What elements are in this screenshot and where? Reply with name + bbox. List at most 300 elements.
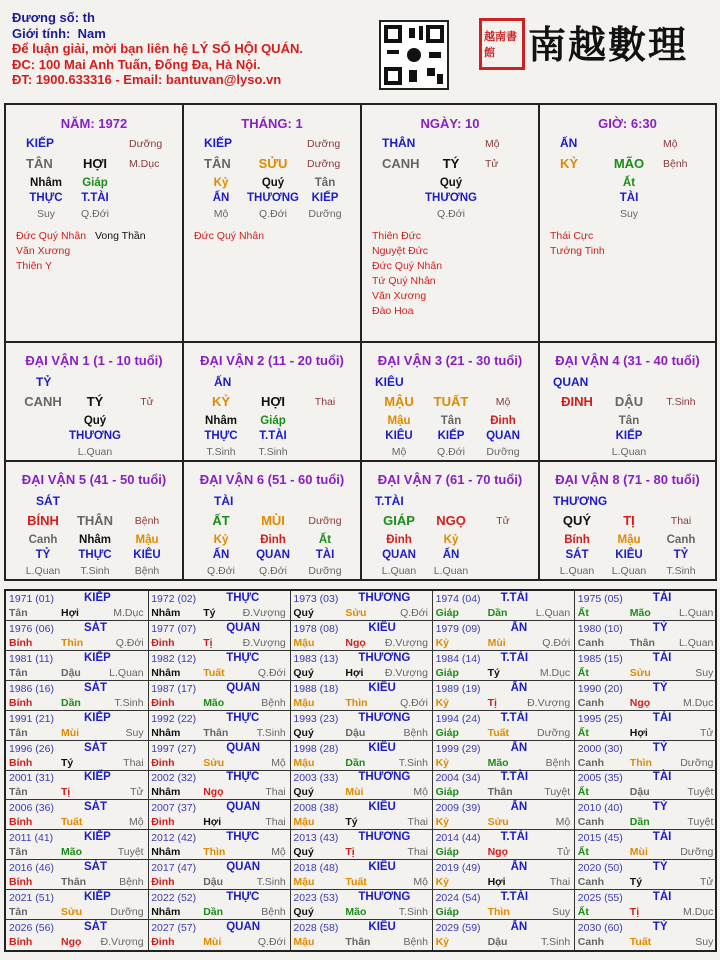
main-star: THƯƠNG: [553, 494, 608, 508]
year-label: 2028 (58): [293, 921, 339, 934]
year-label: 1972 (02): [151, 593, 197, 605]
year-stem: Nhâm: [151, 906, 181, 918]
year-branch: Tị: [487, 696, 497, 709]
year-branch: Mão: [629, 607, 651, 619]
year-cell: [290, 711, 433, 741]
hidden-stem: Nhâm: [205, 415, 237, 427]
contact-line-2: ĐC: 100 Mai Anh Tuấn, Đống Đa, Hà Nội.: [12, 56, 261, 72]
year-cell: [6, 860, 149, 890]
year-label: 1976 (06): [9, 622, 54, 635]
year-stem: Tân: [9, 906, 28, 918]
shen-sha: Thiên Y: [16, 260, 52, 272]
year-cell: [6, 681, 149, 711]
year-cell: [433, 681, 576, 711]
year-label: 1992 (22): [151, 712, 197, 725]
year-cell: [148, 830, 291, 860]
hidden-stem: Quý: [83, 415, 107, 427]
pillar-1: [6, 105, 184, 343]
year-cell: [290, 681, 433, 711]
year-branch: Mùi: [203, 935, 222, 948]
year-stage: Tuyệt: [687, 816, 714, 829]
year-stage: Đ.Vượng: [242, 636, 286, 649]
contact-line-3: ĐT: 1900.633316 - Email: bantuvan@lyso.vn: [12, 72, 282, 87]
year-label: 1997 (27): [151, 742, 197, 755]
life-stage: T.Sinh: [666, 396, 696, 408]
year-branch: Tị: [61, 786, 71, 799]
year-cell: [148, 681, 291, 711]
heavenly-stem: KỶ: [211, 394, 231, 409]
year-label: 2006 (36): [9, 802, 54, 815]
year-stage: Đ.Vượng: [242, 607, 286, 619]
heavenly-stem: TÂN: [204, 156, 231, 171]
year-branch: Thân: [487, 786, 513, 799]
year-star: QUAN: [226, 801, 261, 814]
year-cell: [6, 890, 149, 920]
year-stem: Nhâm: [151, 786, 181, 799]
year-star: THỰC: [226, 651, 260, 664]
year-cell: [433, 711, 576, 741]
year-cell: [433, 770, 576, 800]
year-branch: Mão: [203, 696, 225, 709]
shen-sha: Nguyệt Đức: [372, 245, 429, 257]
year-stage: Thai: [123, 756, 144, 769]
year-stem: Tân: [9, 726, 28, 739]
year-cell: [575, 830, 718, 860]
year-branch: Tị: [629, 906, 640, 918]
year-stage: Thai: [265, 816, 286, 829]
hidden-stem: Quý: [439, 177, 463, 189]
hidden-stage: Suy: [36, 208, 56, 220]
year-stem: Giáp: [435, 607, 459, 619]
year-star: T.TÀI: [500, 831, 529, 844]
year-label: 2004 (34): [435, 772, 481, 785]
year-star: THƯƠNG: [358, 651, 411, 664]
year-label: 1983 (13): [293, 652, 339, 665]
year-branch: Thìn: [61, 636, 84, 649]
year-star: THỰC: [226, 711, 260, 724]
hidden-stem: Bính: [564, 534, 590, 546]
year-cell: [148, 800, 291, 830]
year-label: 1987 (17): [151, 682, 197, 695]
year-stage: T.Sinh: [256, 726, 286, 739]
heavenly-stem: BÍNH: [27, 513, 59, 528]
year-branch: Tị: [345, 846, 355, 859]
year-stem: Quý: [293, 666, 314, 679]
year-label: 2023 (53): [293, 892, 339, 904]
hidden-stem: Canh: [28, 534, 58, 546]
year-stem: Bính: [9, 696, 33, 709]
year-label: 2013 (43): [293, 832, 339, 845]
hidden-stage: Q.Đới: [437, 208, 465, 220]
year-stem: Tân: [9, 786, 28, 799]
year-cell: [148, 770, 291, 800]
life-stage: Thai: [670, 515, 692, 527]
hidden-stage: T.Sinh: [258, 446, 288, 458]
hidden-star: KIÊU: [133, 549, 161, 561]
year-branch: Tuất: [203, 666, 225, 679]
heavenly-stem: ẤT: [212, 513, 230, 528]
hidden-stage: L.Quan: [433, 565, 469, 577]
year-star: KIẾP: [84, 831, 111, 844]
year-stage: Tử: [699, 876, 714, 889]
year-stem: Nhâm: [151, 846, 181, 859]
life-stage: Tử: [496, 515, 510, 527]
year-stem: Kỷ: [435, 876, 450, 889]
year-stem: Canh: [577, 636, 605, 649]
year-branch: Dần: [61, 696, 81, 709]
shen-sha: Đức Quý Nhân: [194, 230, 265, 242]
year-stem: Quý: [293, 906, 314, 918]
year-cell: [575, 890, 718, 920]
year-stem: Bính: [9, 935, 33, 948]
year-cell: [148, 711, 291, 741]
year-stage: Bệnh: [545, 756, 571, 769]
hidden-stage: Q.Đới: [259, 565, 287, 577]
year-cell: [6, 770, 149, 800]
year-branch: Dậu: [61, 666, 81, 679]
year-star: TỶ: [652, 920, 668, 933]
year-label: 1980 (10): [577, 622, 623, 635]
year-stage: T.Sinh: [398, 756, 428, 769]
hidden-star: KIẾP: [437, 430, 465, 442]
year-label: 2005 (35): [577, 772, 623, 785]
branch-stage: Bệnh: [663, 158, 688, 170]
earthly-branch: TÝ: [86, 394, 104, 409]
main-star: SÁT: [36, 494, 60, 508]
dai-van-title: ĐẠI VẬN 8 (71 - 80 tuổi): [555, 472, 700, 487]
hidden-stage: L.Quan: [381, 565, 417, 577]
year-stage: Tử: [130, 786, 144, 799]
dai-van-7: [362, 462, 540, 581]
life-stage: Dưỡng: [308, 515, 342, 527]
hidden-star: QUAN: [256, 549, 290, 561]
year-branch: Hợi: [487, 876, 506, 889]
year-label: 1995 (25): [577, 712, 623, 725]
year-star: TỶ: [652, 741, 668, 754]
year-cell: [433, 651, 576, 681]
year-cell: [148, 591, 291, 621]
year-label: 1982 (12): [151, 652, 197, 665]
branch-stage: M.Dục: [129, 158, 160, 170]
year-stem: Ất: [577, 666, 589, 679]
year-stem: Nhâm: [151, 666, 181, 679]
year-branch: Mùi: [629, 846, 648, 859]
year-stage: Q.Đới: [257, 935, 286, 948]
hidden-stage: L.Quan: [611, 446, 647, 458]
hidden-stage: T.Sinh: [206, 446, 236, 458]
hidden-stage: Q.Đới: [207, 565, 235, 577]
year-cell: [290, 860, 433, 890]
year-label: 2014 (44): [435, 832, 481, 845]
year-stage: Suy: [125, 726, 144, 739]
year-branch: Mão: [345, 906, 367, 918]
hidden-stem: Đinh: [386, 534, 412, 546]
year-stem: Ất: [577, 607, 589, 619]
year-cell: [290, 741, 433, 771]
year-cell: [433, 830, 576, 860]
year-branch: Sửu: [61, 906, 83, 918]
year-label: 2003 (33): [293, 772, 339, 785]
year-cell: [6, 621, 149, 651]
year-stem: Ất: [577, 906, 589, 918]
branch-stage: Dưỡng: [307, 158, 341, 170]
year-stage: Thai: [549, 876, 571, 889]
life-stage: Mộ: [495, 396, 511, 408]
main-star: QUAN: [553, 375, 589, 389]
year-star: THƯƠNG: [358, 592, 411, 604]
year-stage: Q.Đới: [257, 666, 286, 679]
hidden-star: TÀI: [619, 192, 639, 204]
year-branch: Dậu: [345, 726, 366, 739]
year-cell: [290, 591, 433, 621]
year-star: QUAN: [226, 861, 261, 874]
year-star: TỶ: [652, 681, 668, 694]
year-stem: Mậu: [293, 696, 315, 709]
year-stage: Bệnh: [261, 906, 286, 918]
year-stage: Đ.Vượng: [384, 636, 428, 649]
year-stem: Canh: [577, 935, 605, 948]
hidden-star: ẤN: [442, 549, 460, 561]
year-star: THƯƠNG: [358, 891, 411, 903]
year-star: ẤN: [510, 801, 528, 814]
year-stem: Bính: [9, 756, 33, 769]
hidden-star: THỰC: [204, 430, 238, 442]
year-cell: [148, 920, 291, 950]
year-branch: Tý: [487, 666, 500, 679]
hidden-stem: Tân: [440, 415, 462, 427]
year-star: KIẾP: [84, 891, 111, 903]
earthly-branch: SỬU: [258, 156, 288, 171]
hidden-star: T.TÀI: [259, 430, 287, 442]
year-stage: Đ.Vượng: [527, 696, 571, 709]
year-star: ẤN: [510, 681, 528, 694]
year-stage: T.Sinh: [114, 696, 144, 709]
year-branch: Thân: [203, 726, 229, 739]
year-cell: [575, 860, 718, 890]
year-label: 1988 (18): [293, 682, 339, 695]
hidden-stem: Mậu: [617, 534, 641, 546]
hidden-star: ẤN: [212, 549, 230, 561]
year-label: 1996 (26): [9, 742, 54, 755]
hidden-stage: Bệnh: [134, 565, 160, 577]
hidden-stage: L.Quan: [559, 565, 595, 577]
year-stage: Suy: [695, 666, 714, 679]
year-stem: Kỷ: [435, 935, 450, 948]
year-stem: Đinh: [151, 756, 175, 769]
year-star: TỶ: [652, 861, 668, 874]
dai-van-title: ĐẠI VẬN 5 (41 - 50 tuổi): [21, 472, 167, 487]
year-stem: Mậu: [293, 935, 315, 948]
year-label: 1973 (03): [293, 593, 339, 605]
year-label: 1985 (15): [577, 652, 623, 665]
year-label: 2010 (40): [577, 802, 623, 815]
hidden-star: TỶ: [35, 549, 51, 561]
year-stage: Bệnh: [261, 696, 286, 709]
year-stem: Đinh: [151, 816, 175, 829]
year-stage: M.Dục: [113, 607, 144, 619]
year-stem: Tân: [9, 666, 28, 679]
hidden-star: KIÊU: [385, 430, 413, 442]
year-branch: Ngọ: [487, 846, 509, 859]
year-stage: Mộ: [271, 756, 286, 769]
duong-so: Đương số: th: [12, 10, 95, 25]
year-stem: Tân: [9, 846, 28, 859]
shen-sha: Thái Cực: [550, 230, 594, 242]
year-star: TÀI: [652, 891, 672, 903]
main-star: ẤN: [560, 136, 578, 150]
year-label: 2015 (45): [577, 832, 623, 845]
year-cell: [6, 591, 149, 621]
year-branch: Dần: [345, 756, 366, 769]
dai-van-6: [184, 462, 362, 581]
year-stage: Q.Đới: [400, 696, 428, 709]
life-stage: Dưỡng: [307, 138, 341, 150]
year-branch: Ngọ: [629, 696, 651, 709]
shen-sha: Tứ Quý Nhân: [372, 275, 436, 287]
year-label: 1998 (28): [293, 742, 339, 755]
dai-van-title: ĐẠI VẬN 3 (21 - 30 tuổi): [377, 353, 523, 368]
year-stage: L.Quan: [678, 636, 714, 649]
header: [12, 10, 303, 88]
year-cell: [575, 711, 718, 741]
year-cell: [433, 621, 576, 651]
year-cell: [290, 890, 433, 920]
year-stem: Kỷ: [435, 696, 450, 709]
year-stem: Giáp: [435, 786, 459, 799]
pillar-4: [540, 105, 715, 343]
year-branch: Tuất: [629, 935, 652, 948]
year-star: KIÊU: [368, 801, 396, 814]
qr-code-icon: [379, 20, 449, 90]
hidden-star: TỶ: [673, 549, 689, 561]
year-cell: [433, 741, 576, 771]
year-label: 1990 (20): [577, 682, 623, 695]
year-label: 1994 (24): [435, 712, 481, 725]
dai-van-4: [540, 343, 715, 462]
hidden-stem: Tân: [314, 177, 336, 189]
year-cell: [6, 920, 149, 950]
year-cell: [290, 830, 433, 860]
hidden-stage: T.Sinh: [80, 565, 110, 577]
year-stem: Kỷ: [435, 636, 450, 649]
year-stage: M.Dục: [539, 666, 571, 679]
year-stage: L.Quan: [535, 607, 571, 619]
year-label: 2002 (32): [151, 772, 197, 785]
pillars-table: [4, 103, 717, 581]
hidden-stem: Kỷ: [213, 177, 229, 189]
year-cell: [6, 711, 149, 741]
year-label: 1975 (05): [577, 593, 623, 605]
earthly-branch: NGỌ: [436, 513, 466, 528]
year-stem: Đinh: [151, 876, 175, 889]
dai-van-2: [184, 343, 362, 462]
year-label: 2011 (41): [9, 832, 54, 845]
hidden-stem: Nhâm: [30, 177, 62, 189]
life-stage: Mộ: [485, 138, 500, 150]
hidden-stem: Nhâm: [79, 534, 111, 546]
hidden-stem: Mậu: [135, 534, 159, 546]
year-star: KIÊU: [368, 741, 396, 754]
main-star: TÀI: [214, 494, 234, 508]
pillar-title: THÁNG: 1: [241, 116, 303, 131]
pillar-3: [362, 105, 540, 343]
year-cell: [148, 621, 291, 651]
year-star: THỰC: [226, 592, 260, 604]
dai-van-5: [6, 462, 184, 581]
year-star: TÀI: [652, 831, 672, 844]
year-stage: Tử: [699, 726, 714, 739]
hidden-star: KIẾP: [311, 192, 339, 204]
year-stage: Suy: [695, 935, 714, 948]
life-stage: Bệnh: [134, 515, 160, 527]
earthly-branch: HỢI: [260, 394, 286, 409]
year-branch: Tý: [203, 607, 216, 619]
hidden-star: THƯƠNG: [425, 192, 477, 204]
hidden-stage: L.Quan: [77, 446, 113, 458]
year-stage: Bệnh: [403, 726, 428, 739]
year-label: 1984 (14): [435, 652, 481, 665]
year-stem: Ất: [577, 846, 589, 859]
year-stage: Thai: [265, 786, 286, 799]
year-stage: M.Dục: [683, 696, 714, 709]
year-star: THỰC: [226, 771, 260, 784]
year-stage: Mộ: [129, 816, 144, 829]
year-stem: Đinh: [151, 696, 175, 709]
year-label: 2012 (42): [151, 832, 197, 845]
year-stage: L.Quan: [678, 607, 714, 619]
heavenly-stem: CANH: [24, 394, 62, 409]
earthly-branch: THÂN: [76, 513, 114, 528]
year-cell: [290, 621, 433, 651]
year-label: 2030 (60): [577, 921, 623, 934]
life-stage: Mộ: [663, 138, 678, 150]
year-star: TÀI: [652, 592, 672, 604]
life-stage: Dưỡng: [129, 138, 163, 150]
earthly-branch: TỊ: [623, 513, 635, 528]
year-stage: M.Dục: [683, 906, 714, 918]
year-branch: Mão: [487, 756, 509, 769]
year-stage: Thai: [407, 816, 428, 829]
year-stem: Đinh: [151, 935, 175, 948]
year-label: 2021 (51): [9, 892, 54, 904]
year-stem: Mậu: [293, 816, 315, 829]
pillar-title: NĂM: 1972: [60, 116, 128, 131]
year-label: 1986 (16): [9, 682, 54, 695]
year-branch: Dần: [203, 906, 224, 918]
main-star: KIÊU: [375, 375, 404, 389]
year-label: 2025 (55): [577, 892, 623, 904]
year-branch: Tý: [629, 876, 643, 889]
year-star: QUAN: [226, 621, 261, 634]
year-stem: Kỷ: [435, 816, 450, 829]
year-star: QUAN: [226, 741, 261, 754]
year-star: T.TÀI: [500, 891, 529, 903]
year-star: KIÊU: [368, 621, 396, 634]
year-star: KIÊU: [368, 861, 396, 874]
year-star: SÁT: [84, 801, 107, 814]
life-stage: Tử: [140, 396, 154, 408]
year-label: 2018 (48): [293, 862, 339, 875]
branch-stage: Tử: [485, 158, 499, 170]
year-stem: Canh: [577, 756, 605, 769]
year-stage: T.Sinh: [256, 876, 286, 889]
hidden-stage: Suy: [619, 208, 639, 220]
year-stem: Bính: [9, 816, 33, 829]
year-star: SÁT: [84, 861, 107, 874]
main-star: TỶ: [36, 375, 52, 389]
year-branch: Sửu: [629, 666, 651, 679]
hidden-stage: Dưỡng: [486, 446, 520, 458]
